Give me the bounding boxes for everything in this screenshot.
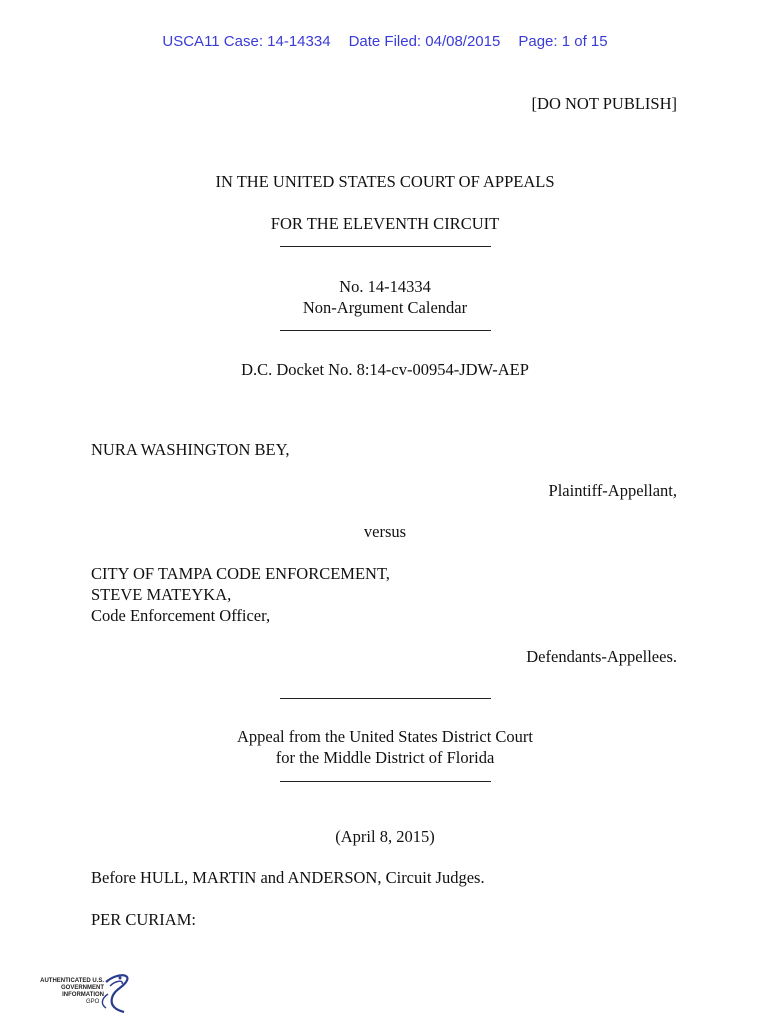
versus-label: versus — [363, 522, 407, 541]
ecf-case-number: USCA11 Case: 14-14334 — [162, 33, 331, 50]
gpo-authentication-seal — [40, 968, 135, 1018]
gpo-label: GPO — [86, 999, 100, 1005]
ecf-page-number: Page: 1 of 15 — [518, 33, 608, 50]
defendant-line-1: CITY OF TAMPA CODE ENFORCEMENT, — [91, 564, 390, 583]
divider — [280, 781, 491, 782]
publish-note: [DO NOT PUBLISH] — [531, 94, 677, 113]
appeal-line-2: for the Middle District of Florida — [275, 748, 495, 767]
eagle-icon — [40, 968, 135, 1018]
per-curiam-heading: PER CURIAM: — [91, 910, 196, 929]
plaintiff-role: Plaintiff-Appellant, — [548, 481, 677, 500]
panel-judges: Before HULL, MARTIN and ANDERSON, Circuit Judges. — [91, 868, 485, 887]
ecf-header — [0, 33, 770, 50]
divider — [280, 698, 491, 699]
circuit-name: FOR THE ELEVENTH CIRCUIT — [270, 214, 500, 233]
appeal-line-1: Appeal from the United States District Court — [236, 727, 534, 746]
gpo-seal-text: AUTHENTICATED U.S. GOVERNMENT INFORMATION — [40, 978, 104, 998]
docket-number: D.C. Docket No. 8:14-cv-00954-JDW-AEP — [241, 360, 529, 379]
decision-date: (April 8, 2015) — [335, 827, 435, 846]
defendant-line-3: Code Enforcement Officer, — [91, 606, 271, 625]
plaintiff-name: NURA WASHINGTON BEY, — [91, 440, 290, 459]
defendant-role: Defendants-Appellees. — [526, 647, 677, 666]
ecf-date-filed: Date Filed: 04/08/2015 — [348, 33, 501, 50]
case-number: No. 14-14334 — [339, 277, 431, 296]
divider — [280, 246, 491, 247]
calendar-type: Non-Argument Calendar — [302, 298, 468, 317]
divider — [280, 330, 491, 331]
defendant-line-2: STEVE MATEYKA, — [91, 585, 232, 604]
court-name: IN THE UNITED STATES COURT OF APPEALS — [215, 172, 555, 191]
